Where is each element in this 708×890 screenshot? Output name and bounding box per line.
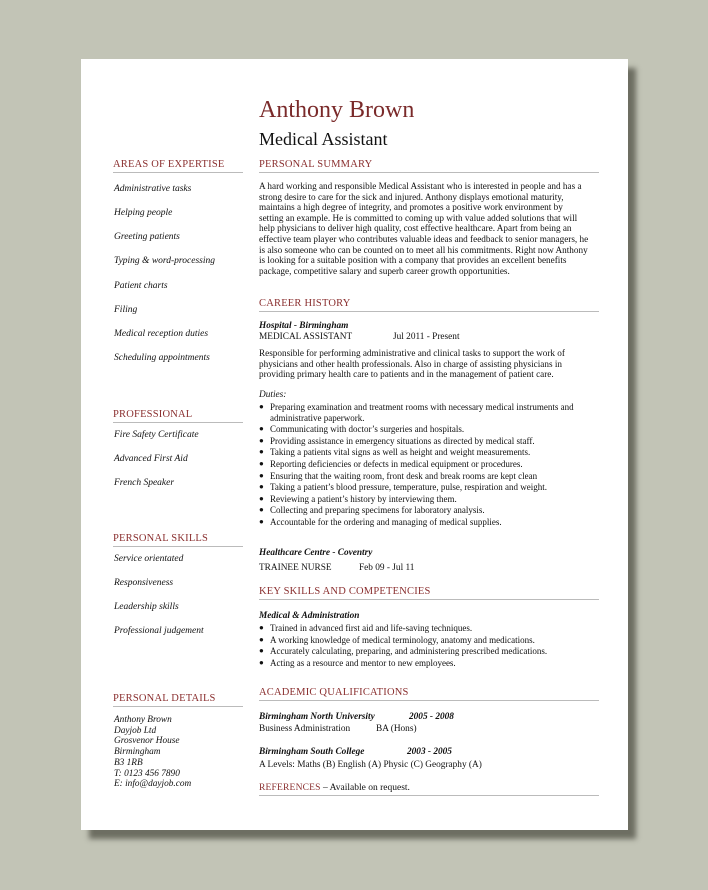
professional-item: Fire Safety Certificate <box>114 430 199 440</box>
personal-details <box>114 715 191 790</box>
list-item: ● Collecting and preparing specimens for laboratory analysis. <box>259 505 485 516</box>
expertise-item: Greeting patients <box>114 232 180 242</box>
uni1-dates: 2005 - 2008 <box>409 712 454 722</box>
expertise-item: Scheduling appointments <box>114 353 210 363</box>
details-line: Grosvenor House <box>114 736 180 747</box>
job1-dates: Jul 2011 - Present <box>393 332 460 342</box>
personal-skills-heading: PERSONAL SKILLS <box>113 533 243 547</box>
uni2-dates: 2003 - 2005 <box>407 747 452 757</box>
areas-of-expertise-heading: AREAS OF EXPERTISE <box>113 159 243 173</box>
expertise-item: Typing & word-processing <box>114 256 215 266</box>
key-skills-heading: KEY SKILLS AND COMPETENCIES <box>259 586 599 600</box>
list-item: ● Communicating with doctor’s surgeries and hospitals. <box>259 424 465 435</box>
candidate-name: Anthony Brown <box>259 97 415 123</box>
expertise-item: Filing <box>114 305 138 315</box>
list-item: ● A working knowledge of medical terminology, anatomy and medications. <box>259 634 535 645</box>
skills-subheading: Medical & Administration <box>259 611 360 621</box>
details-email: E: info@dayjob.com <box>114 779 192 790</box>
personal-summary-heading: PERSONAL SUMMARY <box>259 159 599 173</box>
details-phone: T: 0123 456 7890 <box>114 768 180 779</box>
references-text: – Available on request. <box>323 783 410 793</box>
references-heading: REFERENCES <box>259 783 321 793</box>
expertise-item: Patient charts <box>114 281 168 291</box>
expertise-item: Medical reception duties <box>114 329 209 339</box>
job2-role: TRAINEE NURSE <box>259 563 332 573</box>
resume-page <box>81 59 628 830</box>
academic-heading: ACADEMIC QUALIFICATIONS <box>259 687 599 701</box>
personal-skill-item: Responsiveness <box>114 578 174 588</box>
list-item: ● Ensuring that the waiting room, front desk and break rooms are kept clean <box>259 470 538 481</box>
list-item: ● Reviewing a patient’s history by interviewing them. <box>259 493 457 504</box>
list-item: ● Taking a patient’s blood pressure, temperature, pulse, respiration and weight. <box>259 482 548 493</box>
uni1-grade: BA (Hons) <box>376 724 417 734</box>
job2-employer: Healthcare Centre - Coventry <box>259 548 373 558</box>
expertise-item: Helping people <box>114 208 173 218</box>
job2-dates: Feb 09 - Jul 11 <box>359 563 415 573</box>
details-line: Birmingham <box>114 747 161 758</box>
personal-summary-text: A hard working and responsible Medical Assistant who is interested in people and has a strong desire to care for the sick and injured. Anthony displays emotional maturity, maintains a high degree of integrity, and promotes a positive work environment by setting an example. He is committed to coming up with value added solutions that will help physicians to deliver high quality, cost effective healthcare. Apart from being an effective team player who contributes valuable ideas and feedback to senior managers, he is also someone who can be counted on to meet all his commitments. Right now Anthony is looking for a suitable position with a company that provides an excellent benefits package, competitive salary and superb career growth opportunities. <box>259 181 589 276</box>
personal-skill-item: Professional judgement <box>114 626 204 636</box>
job-title: Medical Assistant <box>259 129 388 149</box>
personal-skill-item: Leadership skills <box>114 602 179 612</box>
uni1-course: Business Administration <box>259 724 351 734</box>
expertise-item: Administrative tasks <box>114 184 192 194</box>
list-item: ● Taking a patients vital signs as well as height and weight measurements. <box>259 447 531 458</box>
references-row <box>259 783 599 796</box>
job1-role: MEDICAL ASSISTANT <box>259 332 353 342</box>
skills-list <box>259 623 589 669</box>
uni2-course: A Levels: Maths (B) English (A) Physic (C) Geography (A) <box>259 760 482 770</box>
personal-skill-item: Service orientated <box>114 554 184 564</box>
uni2-name: Birmingham South College <box>259 747 365 757</box>
list-item: ● Trained in advanced first aid and life-saving techniques. <box>259 623 473 633</box>
list-item: ● Preparing examination and treatment rooms with necessary medical instruments and administrative paperwork. <box>259 402 574 423</box>
list-item: ● Reporting deficiencies or defects in medical equipment or procedures. <box>259 458 523 469</box>
list-item: ● Acting as a resource and mentor to new employees. <box>259 657 456 668</box>
job1-employer: Hospital - Birmingham <box>259 321 349 331</box>
career-history-heading: CAREER HISTORY <box>259 298 599 312</box>
details-line: Dayjob Ltd <box>114 725 157 736</box>
list-item: ● Accountable for the ordering and managing of medical supplies. <box>259 516 502 527</box>
professional-item: Advanced First Aid <box>114 454 188 464</box>
duties-list <box>259 402 589 529</box>
list-item: ● Providing assistance in emergency situations as directed by medical staff. <box>259 435 535 446</box>
professional-item: French Speaker <box>114 478 175 488</box>
professional-heading: PROFESSIONAL <box>113 409 243 423</box>
details-line: B3 1RB <box>114 757 143 768</box>
duties-label: Duties: <box>259 390 287 400</box>
details-line: Anthony Brown <box>114 715 172 725</box>
personal-details-heading: PERSONAL DETAILS <box>113 693 243 707</box>
list-item: ● Accurately calculating, preparing, and administering prescribed medications. <box>259 646 548 657</box>
uni1-name: Birmingham North University <box>259 712 375 722</box>
job1-description: Responsible for performing administrative and clinical tasks to support the work of physicians and other health professionals. Also in charge of assisting physicians in providing primary health care to patients and in the management of patient care. <box>259 348 565 380</box>
